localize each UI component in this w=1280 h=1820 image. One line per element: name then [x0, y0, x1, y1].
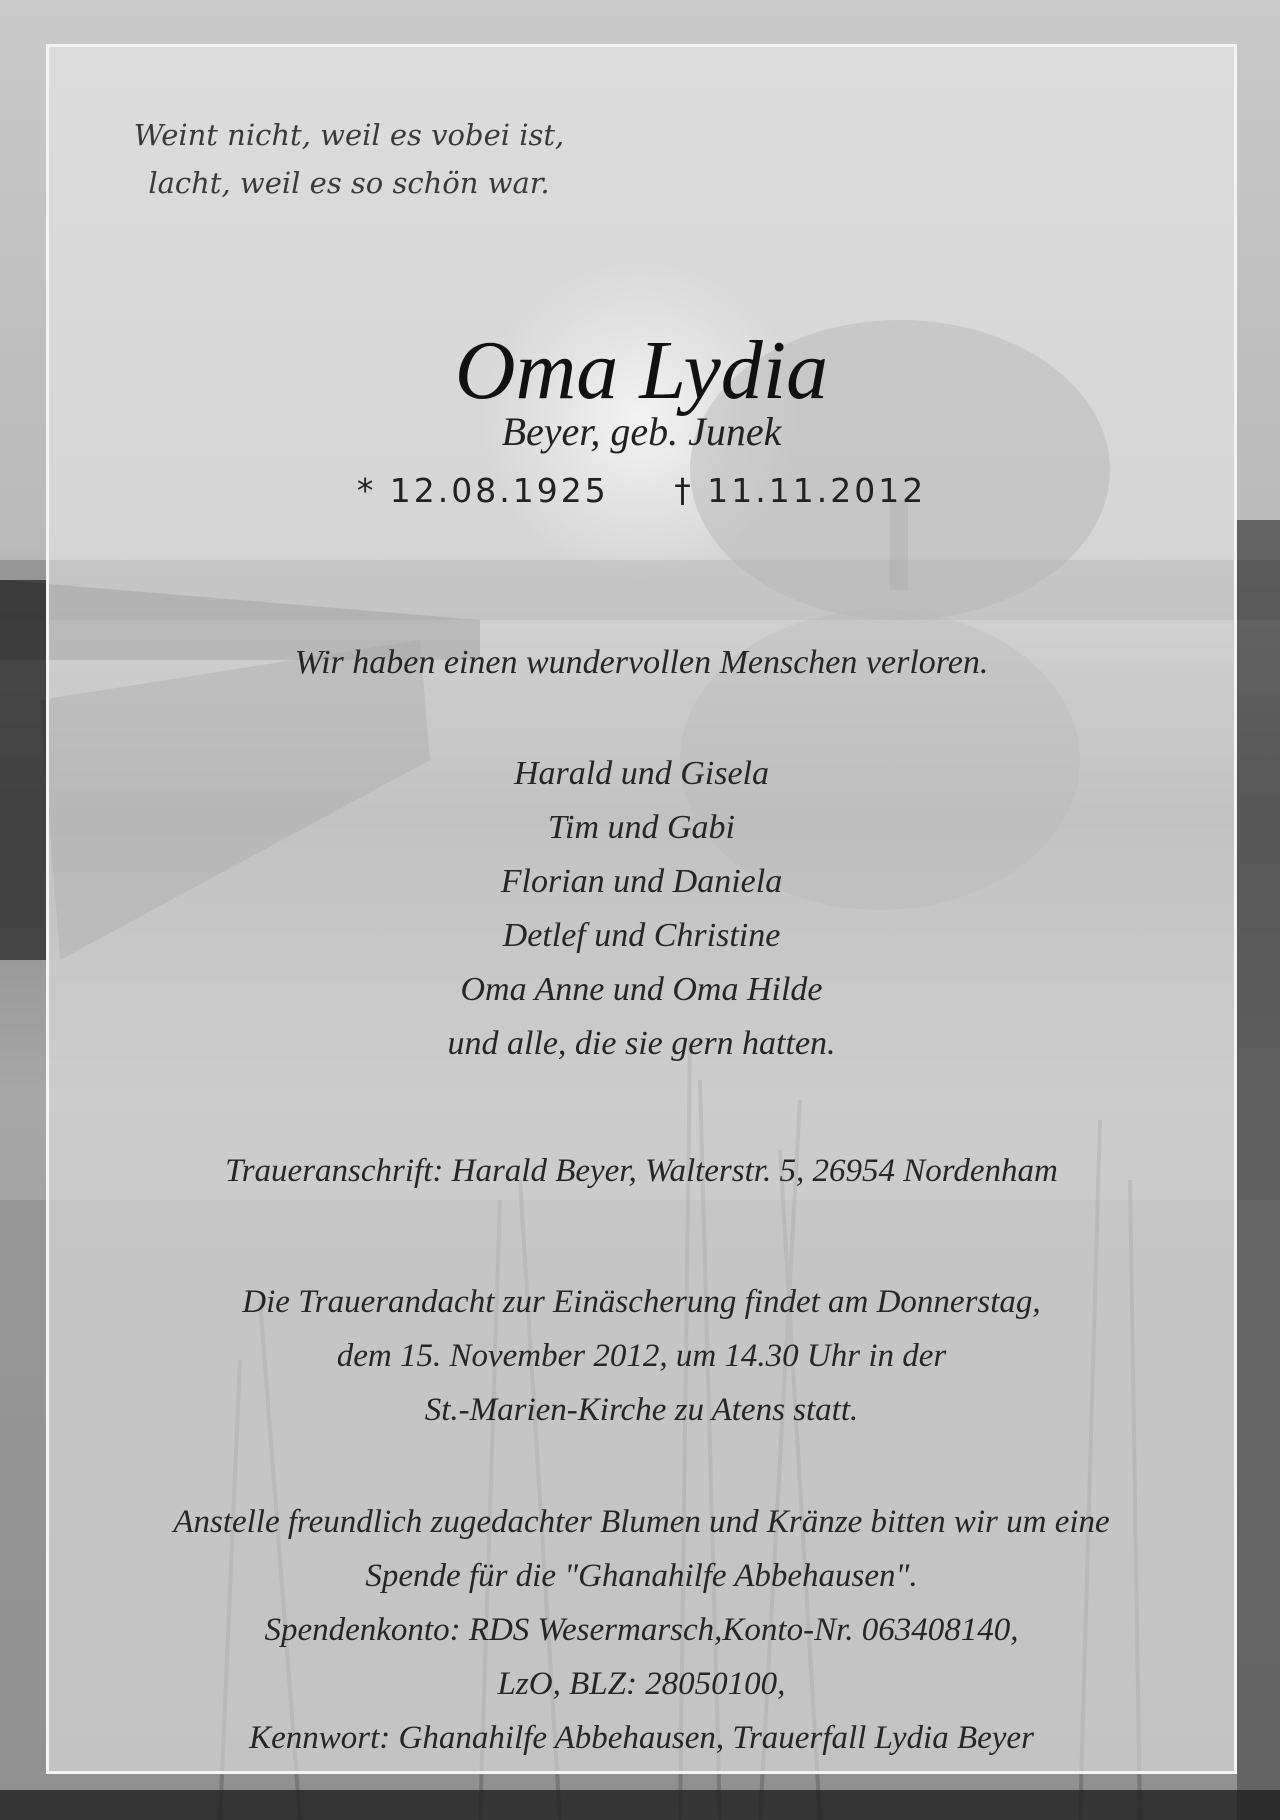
mourners-list [49, 747, 1234, 1071]
mourner-line: und alle, die sie gern hatten. [447, 1025, 836, 1062]
motto-quote [119, 111, 579, 207]
motto-line-2: lacht, weil es so schön war. [148, 166, 550, 200]
service-line: dem 15. November 2012, um 14.30 Uhr in der [336, 1338, 947, 1374]
birth-date: * 12.08.1925 [356, 471, 609, 510]
notice-card [46, 44, 1237, 1774]
mourner-line: Florian und Daniela [500, 863, 783, 900]
mourner-line: Oma Anne und Oma Hilde [460, 971, 823, 1008]
donation-line: Spendenkonto: RDS Wesermarsch,Konto-Nr. 063408140, [264, 1612, 1019, 1648]
loss-statement: Wir haben einen wundervollen Menschen verloren. [294, 644, 989, 681]
donation-line: Anstelle freundlich zugedachter Blumen und Kränze bitten wir um eine [173, 1504, 1110, 1540]
donation-line: Kennwort: Ghanahilfe Abbehausen, Trauerfall Lydia Beyer [249, 1720, 1034, 1756]
service-line: St.-Marien-Kirche zu Atens statt. [424, 1392, 859, 1428]
life-dates [49, 469, 1234, 513]
donation-line: LzO, BLZ: 28050100, [497, 1666, 786, 1702]
deceased-maiden-name: Beyer, geb. Junek [501, 409, 782, 454]
mourner-line: Harald und Gisela [514, 755, 769, 792]
mourner-line: Detlef und Christine [502, 917, 781, 954]
mourner-line: Tim und Gabi [547, 809, 736, 846]
donation-request [49, 1495, 1234, 1765]
death-date: † 11.11.2012 [674, 471, 927, 510]
service-details [49, 1275, 1234, 1437]
deceased-name: Oma Lydia [454, 324, 829, 417]
service-line: Die Trauerandacht zur Einäscherung findet am Donnerstag, [242, 1284, 1041, 1320]
motto-line-1: Weint nicht, weil es vobei ist, [133, 118, 565, 152]
donation-line: Spende für die "Ghanahilfe Abbehausen". [365, 1558, 918, 1594]
mourning-address: Traueranschrift: Harald Beyer, Walterstr. 5, 26954 Nordenham [225, 1153, 1058, 1189]
